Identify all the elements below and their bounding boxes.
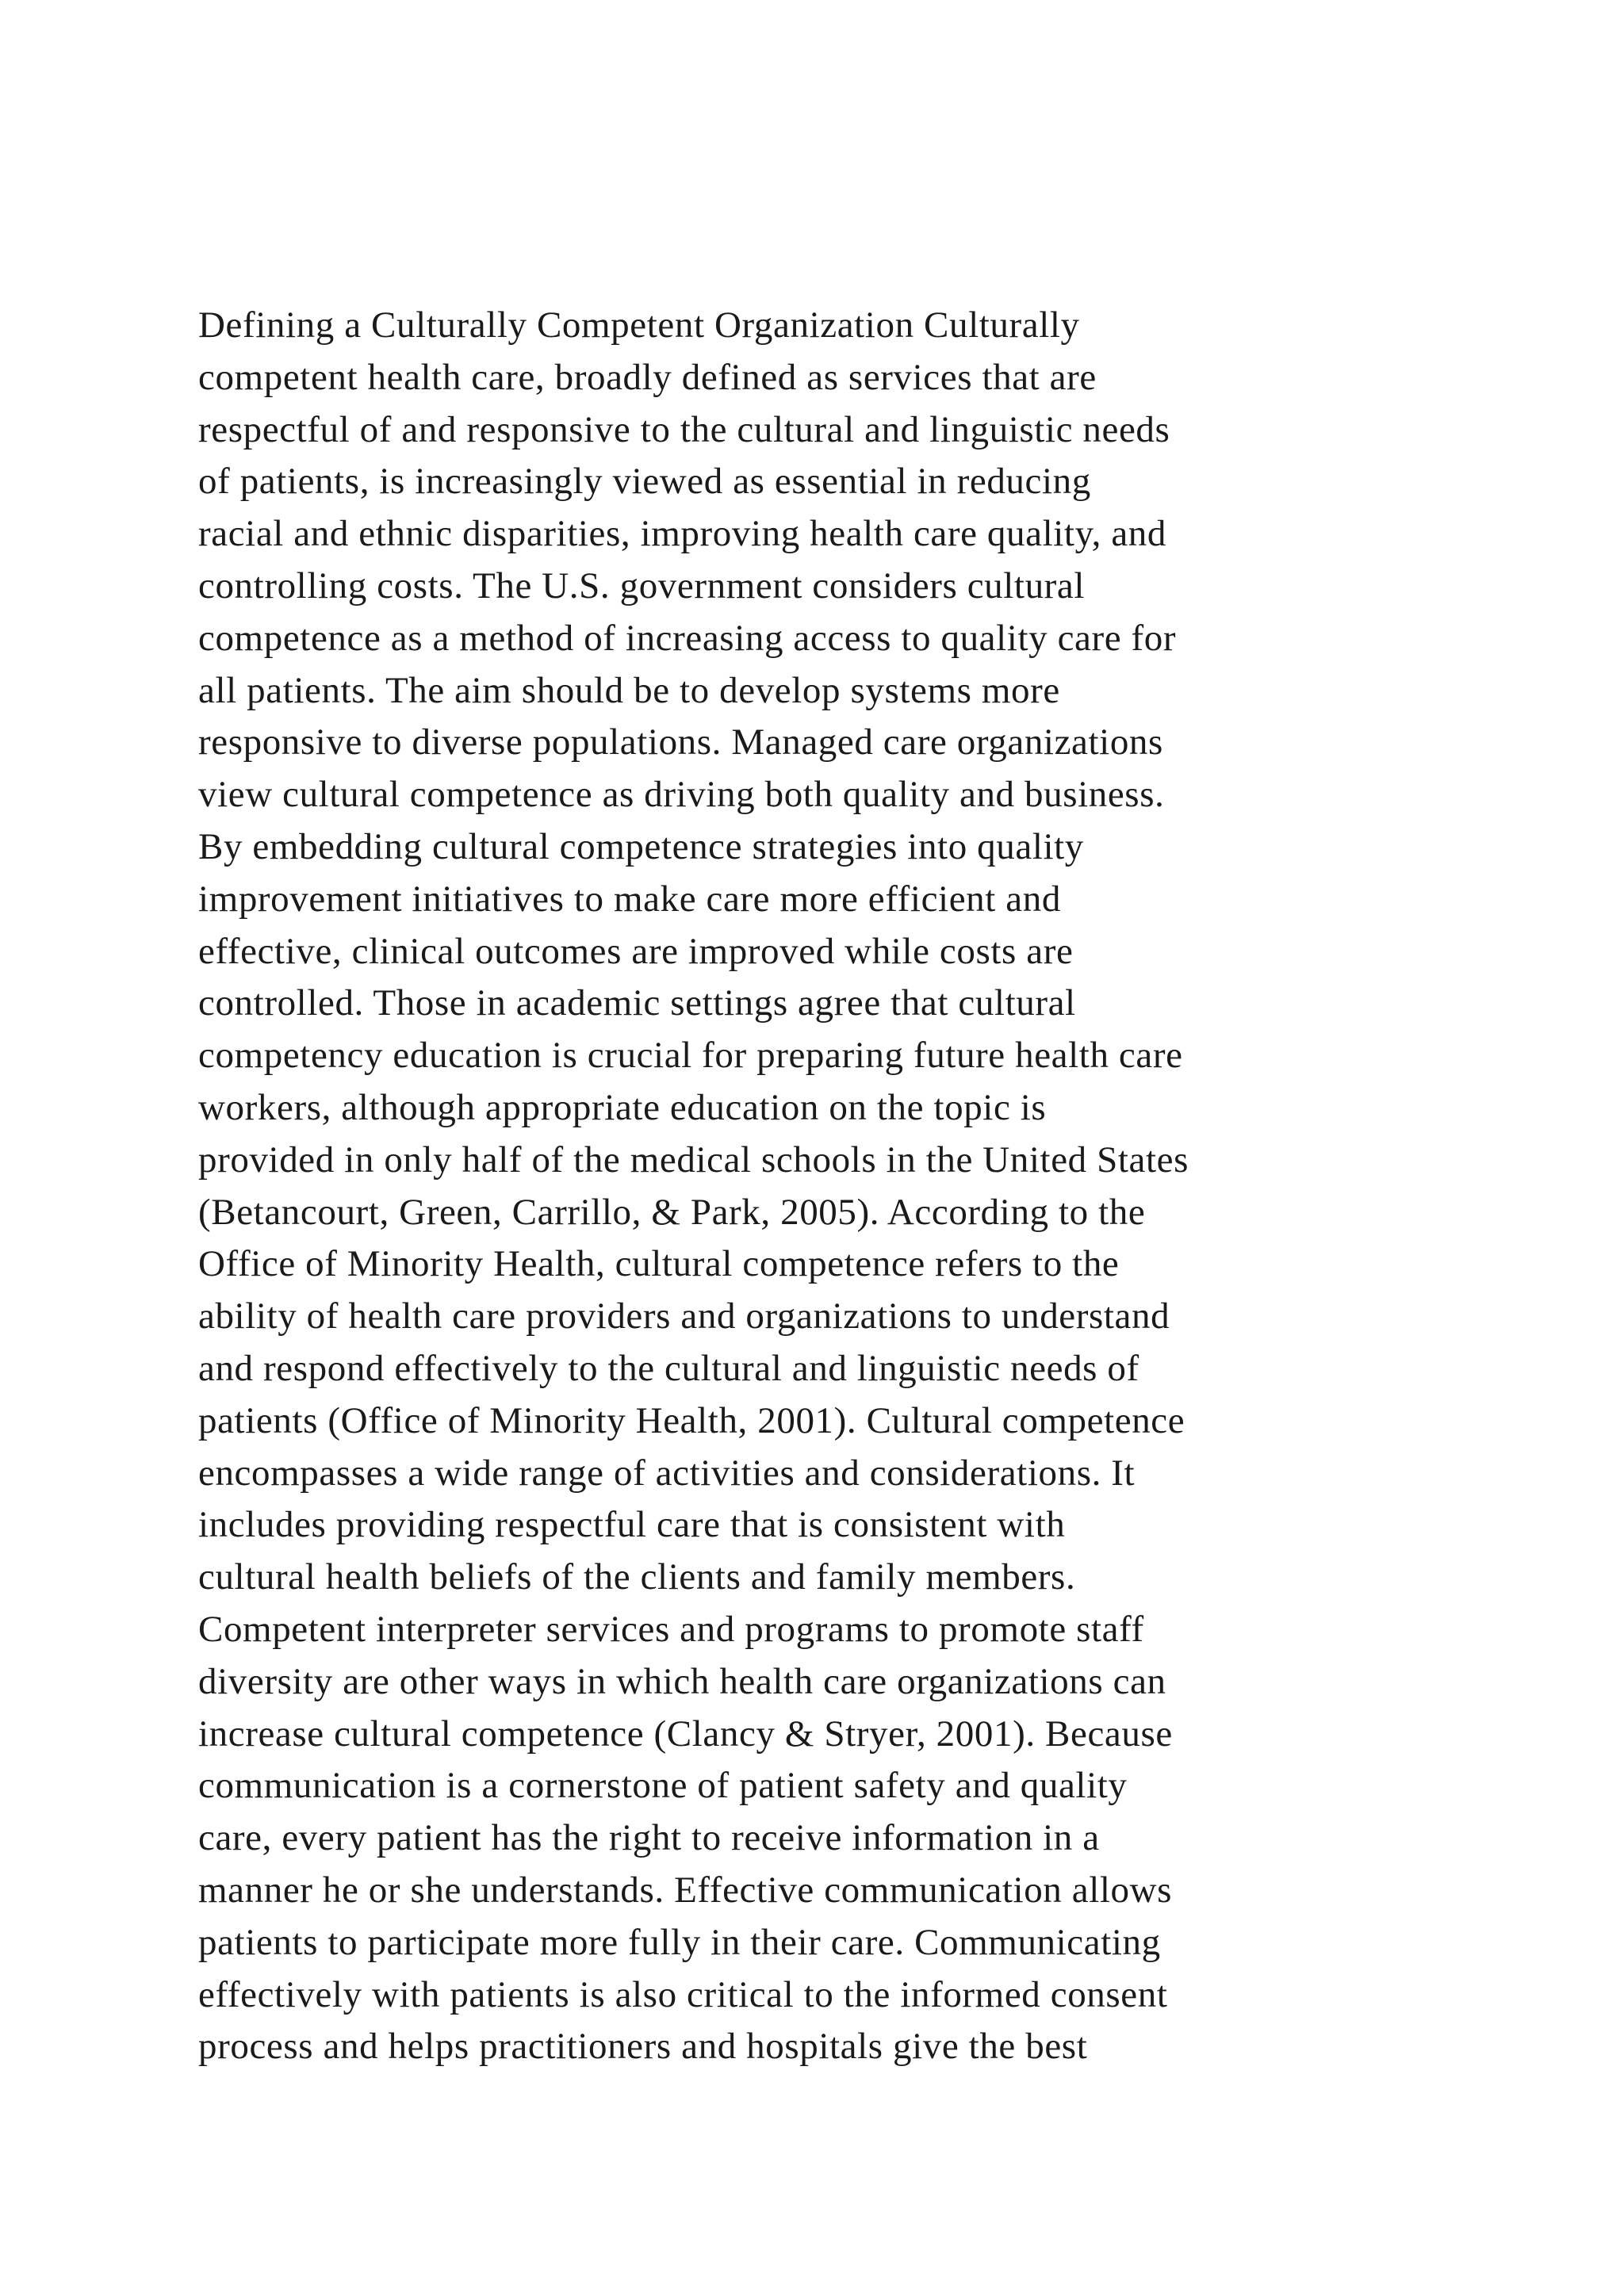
- text-line: effectively with patients is also critical to the informed consent: [198, 1973, 1168, 2015]
- text-line: improvement initiatives to make care more efficient and: [198, 878, 1061, 920]
- text-line: controlled. Those in academic settings agree that cultural: [198, 982, 1076, 1024]
- text-line: all patients. The aim should be to develop systems more: [198, 669, 1060, 711]
- text-line: controlling costs. The U.S. government considers cultural: [198, 564, 1086, 607]
- text-line: encompasses a wide range of activities and considerations. It: [198, 1452, 1136, 1494]
- text-line: manner he or she understands. Effective communication allows: [198, 1869, 1173, 1911]
- text-line: competence as a method of increasing access to quality care for: [198, 617, 1177, 659]
- body-text: [198, 300, 1546, 2073]
- text-line: of patients, is increasingly viewed as essential in reducing: [198, 461, 1091, 503]
- text-line: care, every patient has the right to receive information in a: [198, 1817, 1100, 1859]
- text-line: diversity are other ways in which health care organizations can: [198, 1660, 1166, 1702]
- text-line: and respond effectively to the cultural and linguistic needs of: [198, 1347, 1139, 1389]
- text-line: competency education is crucial for preparing future health care: [198, 1035, 1183, 1077]
- text-line: responsive to diverse populations. Managed care organizations: [198, 721, 1163, 763]
- text-line: (Betancourt, Green, Carrillo, & Park, 2005). According to the: [198, 1191, 1146, 1233]
- text-line: patients (Office of Minority Health, 2001). Cultural competence: [198, 1399, 1185, 1441]
- text-line: patients to participate more fully in their care. Communicating: [198, 1921, 1161, 1963]
- text-line: Defining a Culturally Competent Organization Culturally: [198, 304, 1080, 346]
- text-line: racial and ethnic disparities, improving health care quality, and: [198, 513, 1166, 555]
- text-line: By embedding cultural competence strategies into quality: [198, 825, 1084, 867]
- text-line: ability of health care providers and organizations to understand: [198, 1295, 1170, 1337]
- text-line: cultural health beliefs of the clients and family members.: [198, 1556, 1076, 1598]
- text-line: respectful of and responsive to the cultural and linguistic needs: [198, 408, 1170, 450]
- text-line: workers, although appropriate education on the topic is: [198, 1086, 1047, 1128]
- text-line: increase cultural competence (Clancy & Stryer, 2001). Because: [198, 1712, 1173, 1755]
- text-line: process and helps practitioners and hospitals give the best: [198, 2026, 1088, 2068]
- text-line: provided in only half of the medical schools in the United States: [198, 1138, 1189, 1181]
- text-line: includes providing respectful care that is consistent with: [198, 1504, 1066, 1546]
- text-line: competent health care, broadly defined as services that are: [198, 356, 1097, 398]
- text-line: effective, clinical outcomes are improved while costs are: [198, 930, 1074, 972]
- text-line: communication is a cornerstone of patient safety and quality: [198, 1765, 1128, 1807]
- text-line: view cultural competence as driving both quality and business.: [198, 774, 1165, 816]
- text-line: Competent interpreter services and programs to promote staff: [198, 1608, 1144, 1650]
- text-line: Office of Minority Health, cultural competence refers to the: [198, 1243, 1120, 1285]
